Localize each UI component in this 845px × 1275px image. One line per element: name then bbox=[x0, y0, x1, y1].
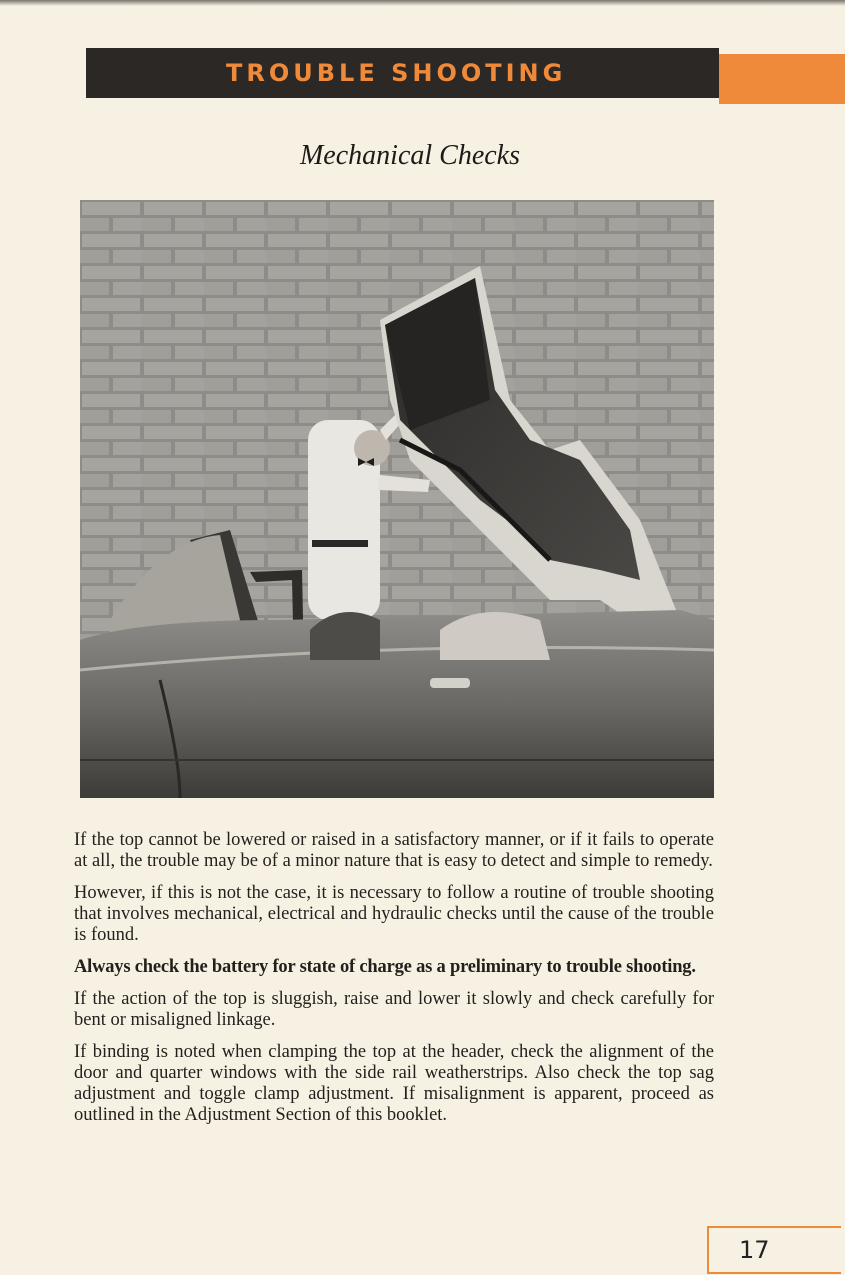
section-title: TROUBLE SHOOTING bbox=[226, 59, 567, 87]
page-number-box bbox=[707, 1226, 841, 1274]
page-number: 17 bbox=[739, 1236, 770, 1264]
paragraph-sluggish: If the action of the top is sluggish, raise and lower it slowly and check carefully for bent or misaligned linkage. bbox=[74, 989, 714, 1030]
paragraph-battery-warning: Always check the battery for state of charge as a preliminary to trouble shooting. bbox=[74, 957, 696, 977]
page-top-edge bbox=[0, 0, 845, 6]
page-subtitle: Mechanical Checks bbox=[299, 140, 521, 171]
paragraph-routine: However, if this is not the case, it is necessary to follow a routine of trouble shooting that involves mechanical, electrical and hydraulic checks until the cause of the trouble is found. bbox=[74, 883, 714, 945]
convertible-top-photo bbox=[80, 200, 714, 798]
body-text bbox=[74, 830, 714, 1137]
orange-tab-marker bbox=[719, 54, 845, 104]
paragraph-binding: If binding is noted when clamping the top at the header, check the alignment of the door and quarter windows with the side rail weatherstrips. Also check the top sag adjustment and toggle clamp adjustment. If misalignment is apparent, proceed as outlined in the Adjustment Section of this booklet. bbox=[74, 1042, 714, 1125]
paragraph-intro: If the top cannot be lowered or raised in a satisfactory manner, or if it fails to operate at all, the trouble may be of a minor nature that is easy to detect and simple to remedy. bbox=[74, 830, 714, 871]
section-header-bar bbox=[86, 48, 719, 98]
